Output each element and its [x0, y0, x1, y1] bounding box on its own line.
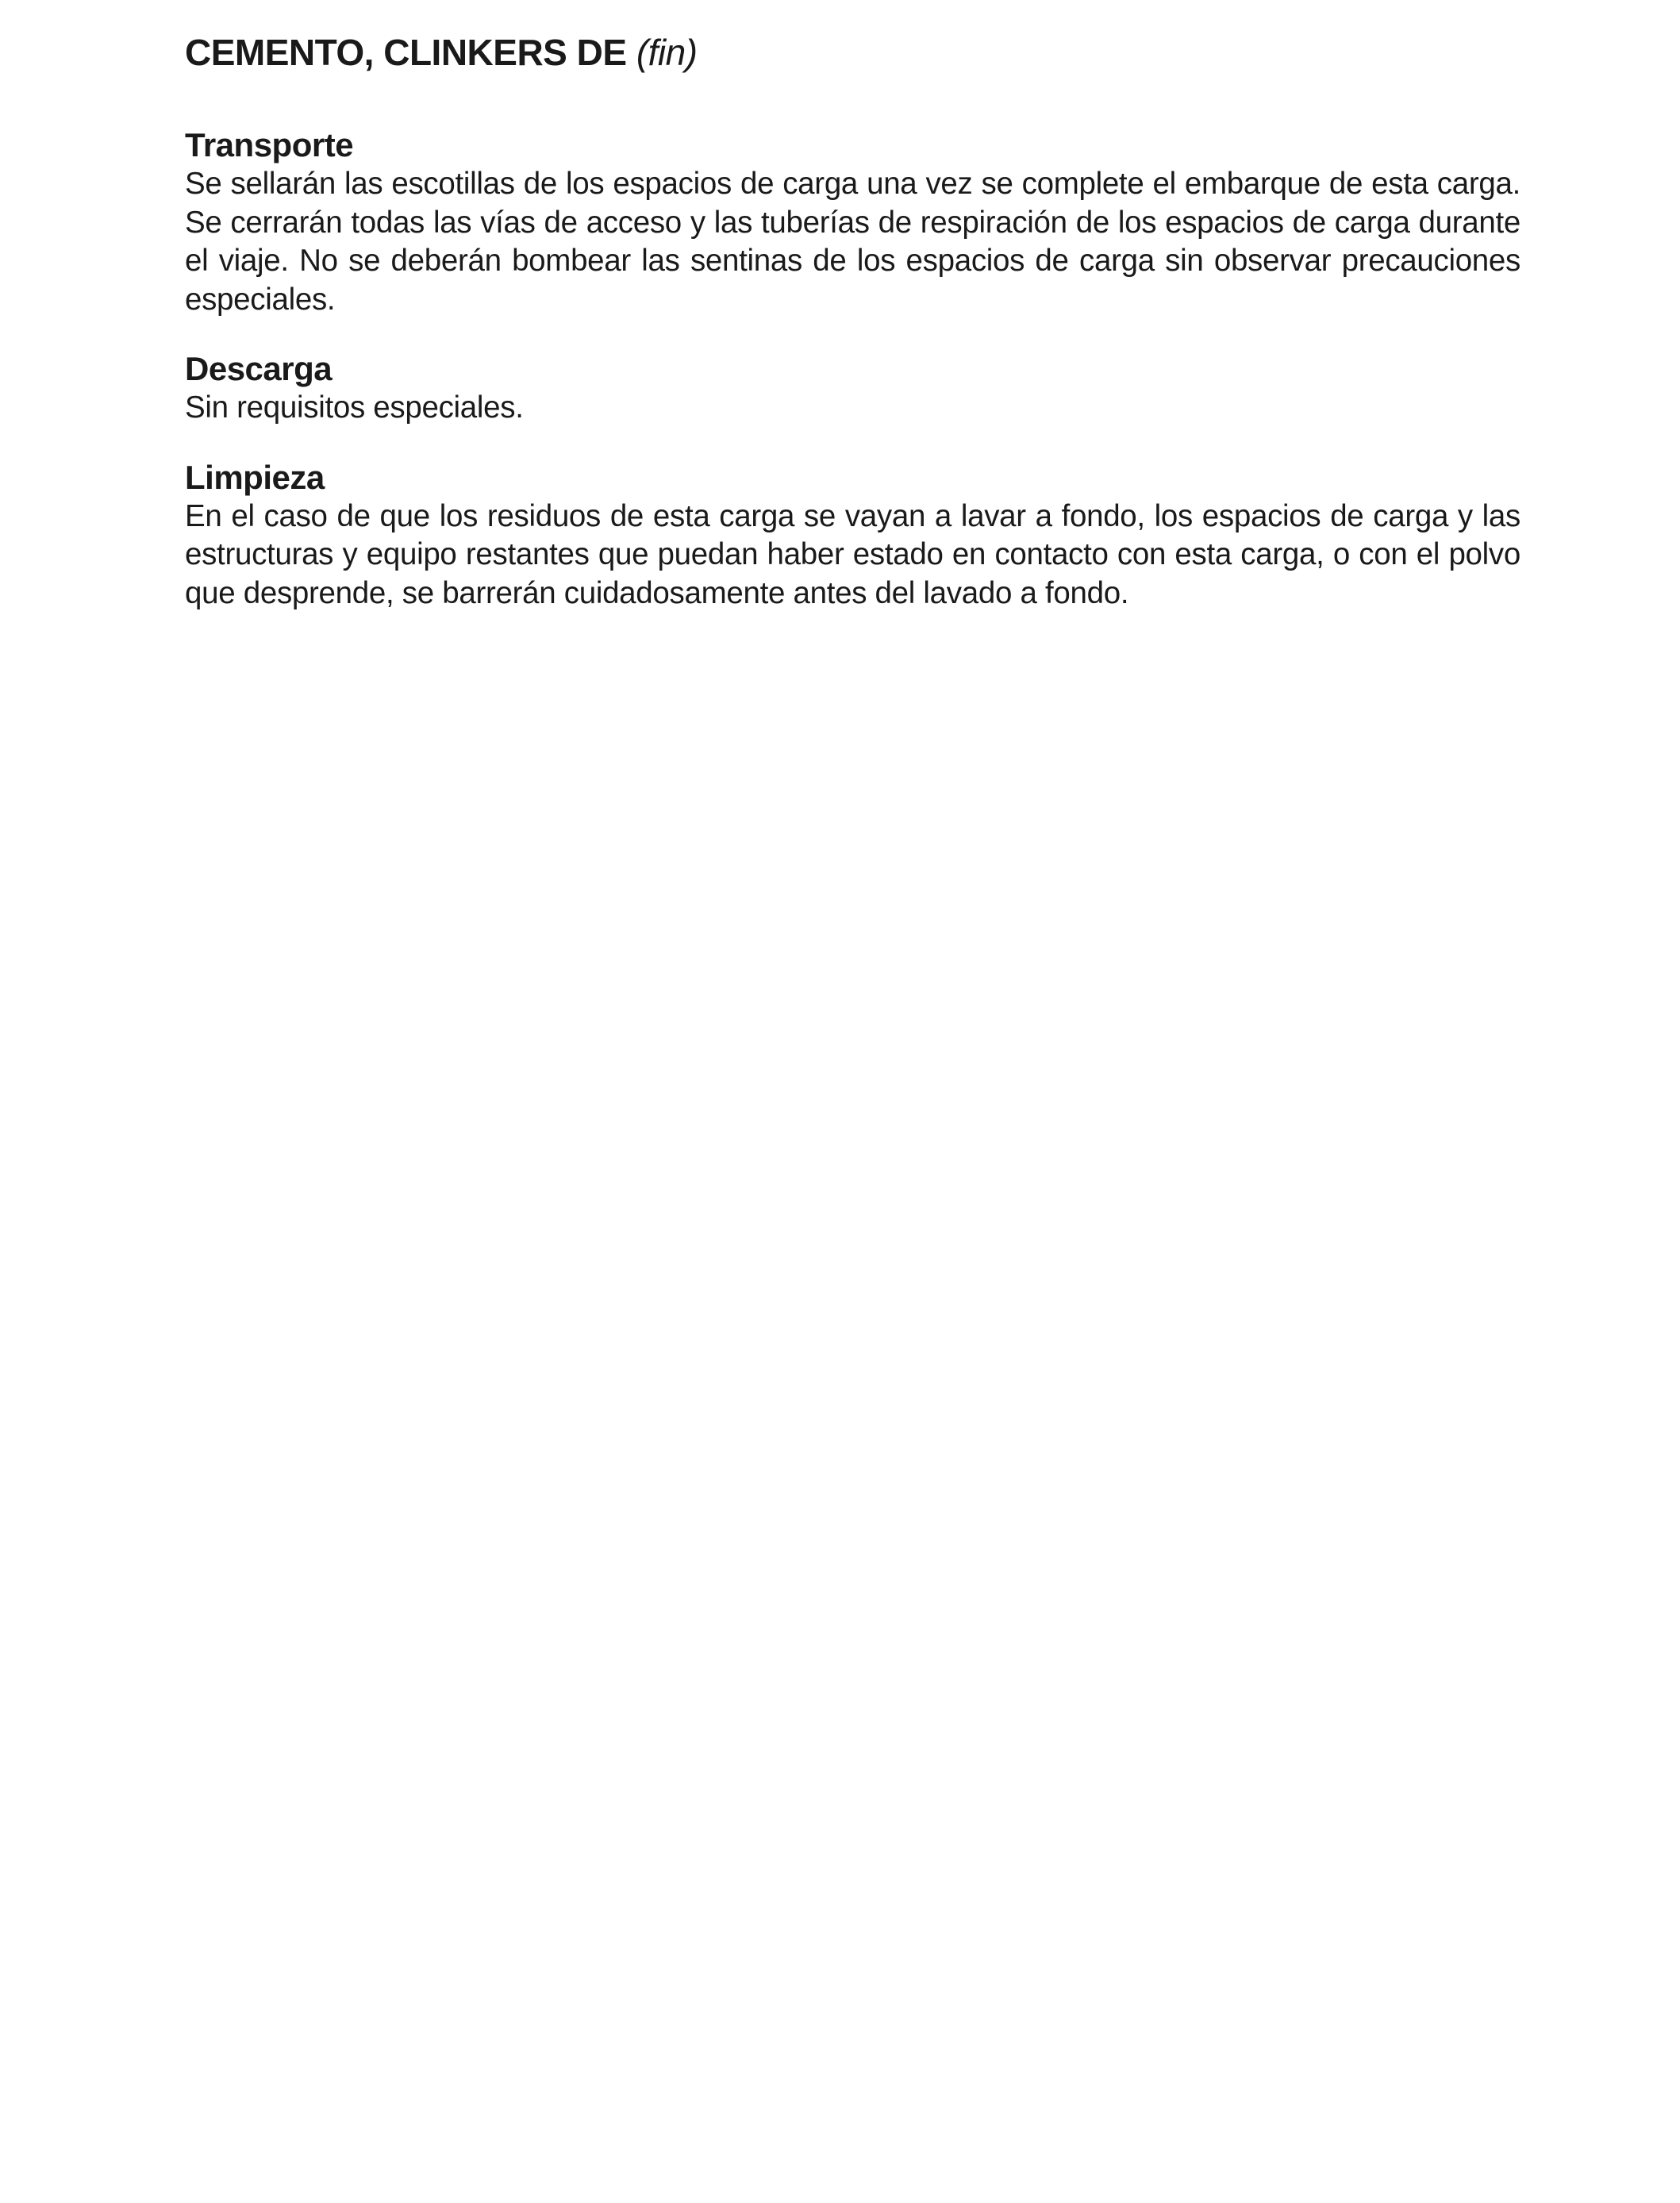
section-body-limpieza: En el caso de que los residuos de esta carga se vayan a lavar a fondo, los espacios de carga y las estructuras y equipo restantes que puedan haber estado en contacto con esta carga, o con el polvo que desprende, se barrerán cuidadosamente antes del lavado a fondo. — [185, 498, 1520, 610]
section-limpieza — [185, 458, 1520, 613]
section-heading-limpieza: Limpieza — [185, 458, 325, 496]
section-heading-descarga: Descarga — [185, 350, 333, 387]
section-body-descarga: Sin requisitos especiales. — [185, 390, 524, 425]
page-title-suffix: (fin) — [636, 32, 698, 73]
page-title — [185, 29, 1520, 76]
section-heading-transporte: Transporte — [185, 126, 354, 163]
page-title-text: CEMENTO, CLINKERS DE — [185, 32, 627, 73]
document-page — [185, 29, 1520, 613]
section-descarga — [185, 349, 1520, 428]
section-body-transporte: Se sellarán las escotillas de los espacios de carga una vez se complete el embarque de esta carga. Se cerrarán todas las vías de acceso y las tuberías de respiración de los espacios de carga durante el viaje. No se deberán bombear las sentinas de los espacios de carga sin observar precauciones especiales. — [185, 167, 1520, 317]
section-transporte — [185, 125, 1520, 319]
